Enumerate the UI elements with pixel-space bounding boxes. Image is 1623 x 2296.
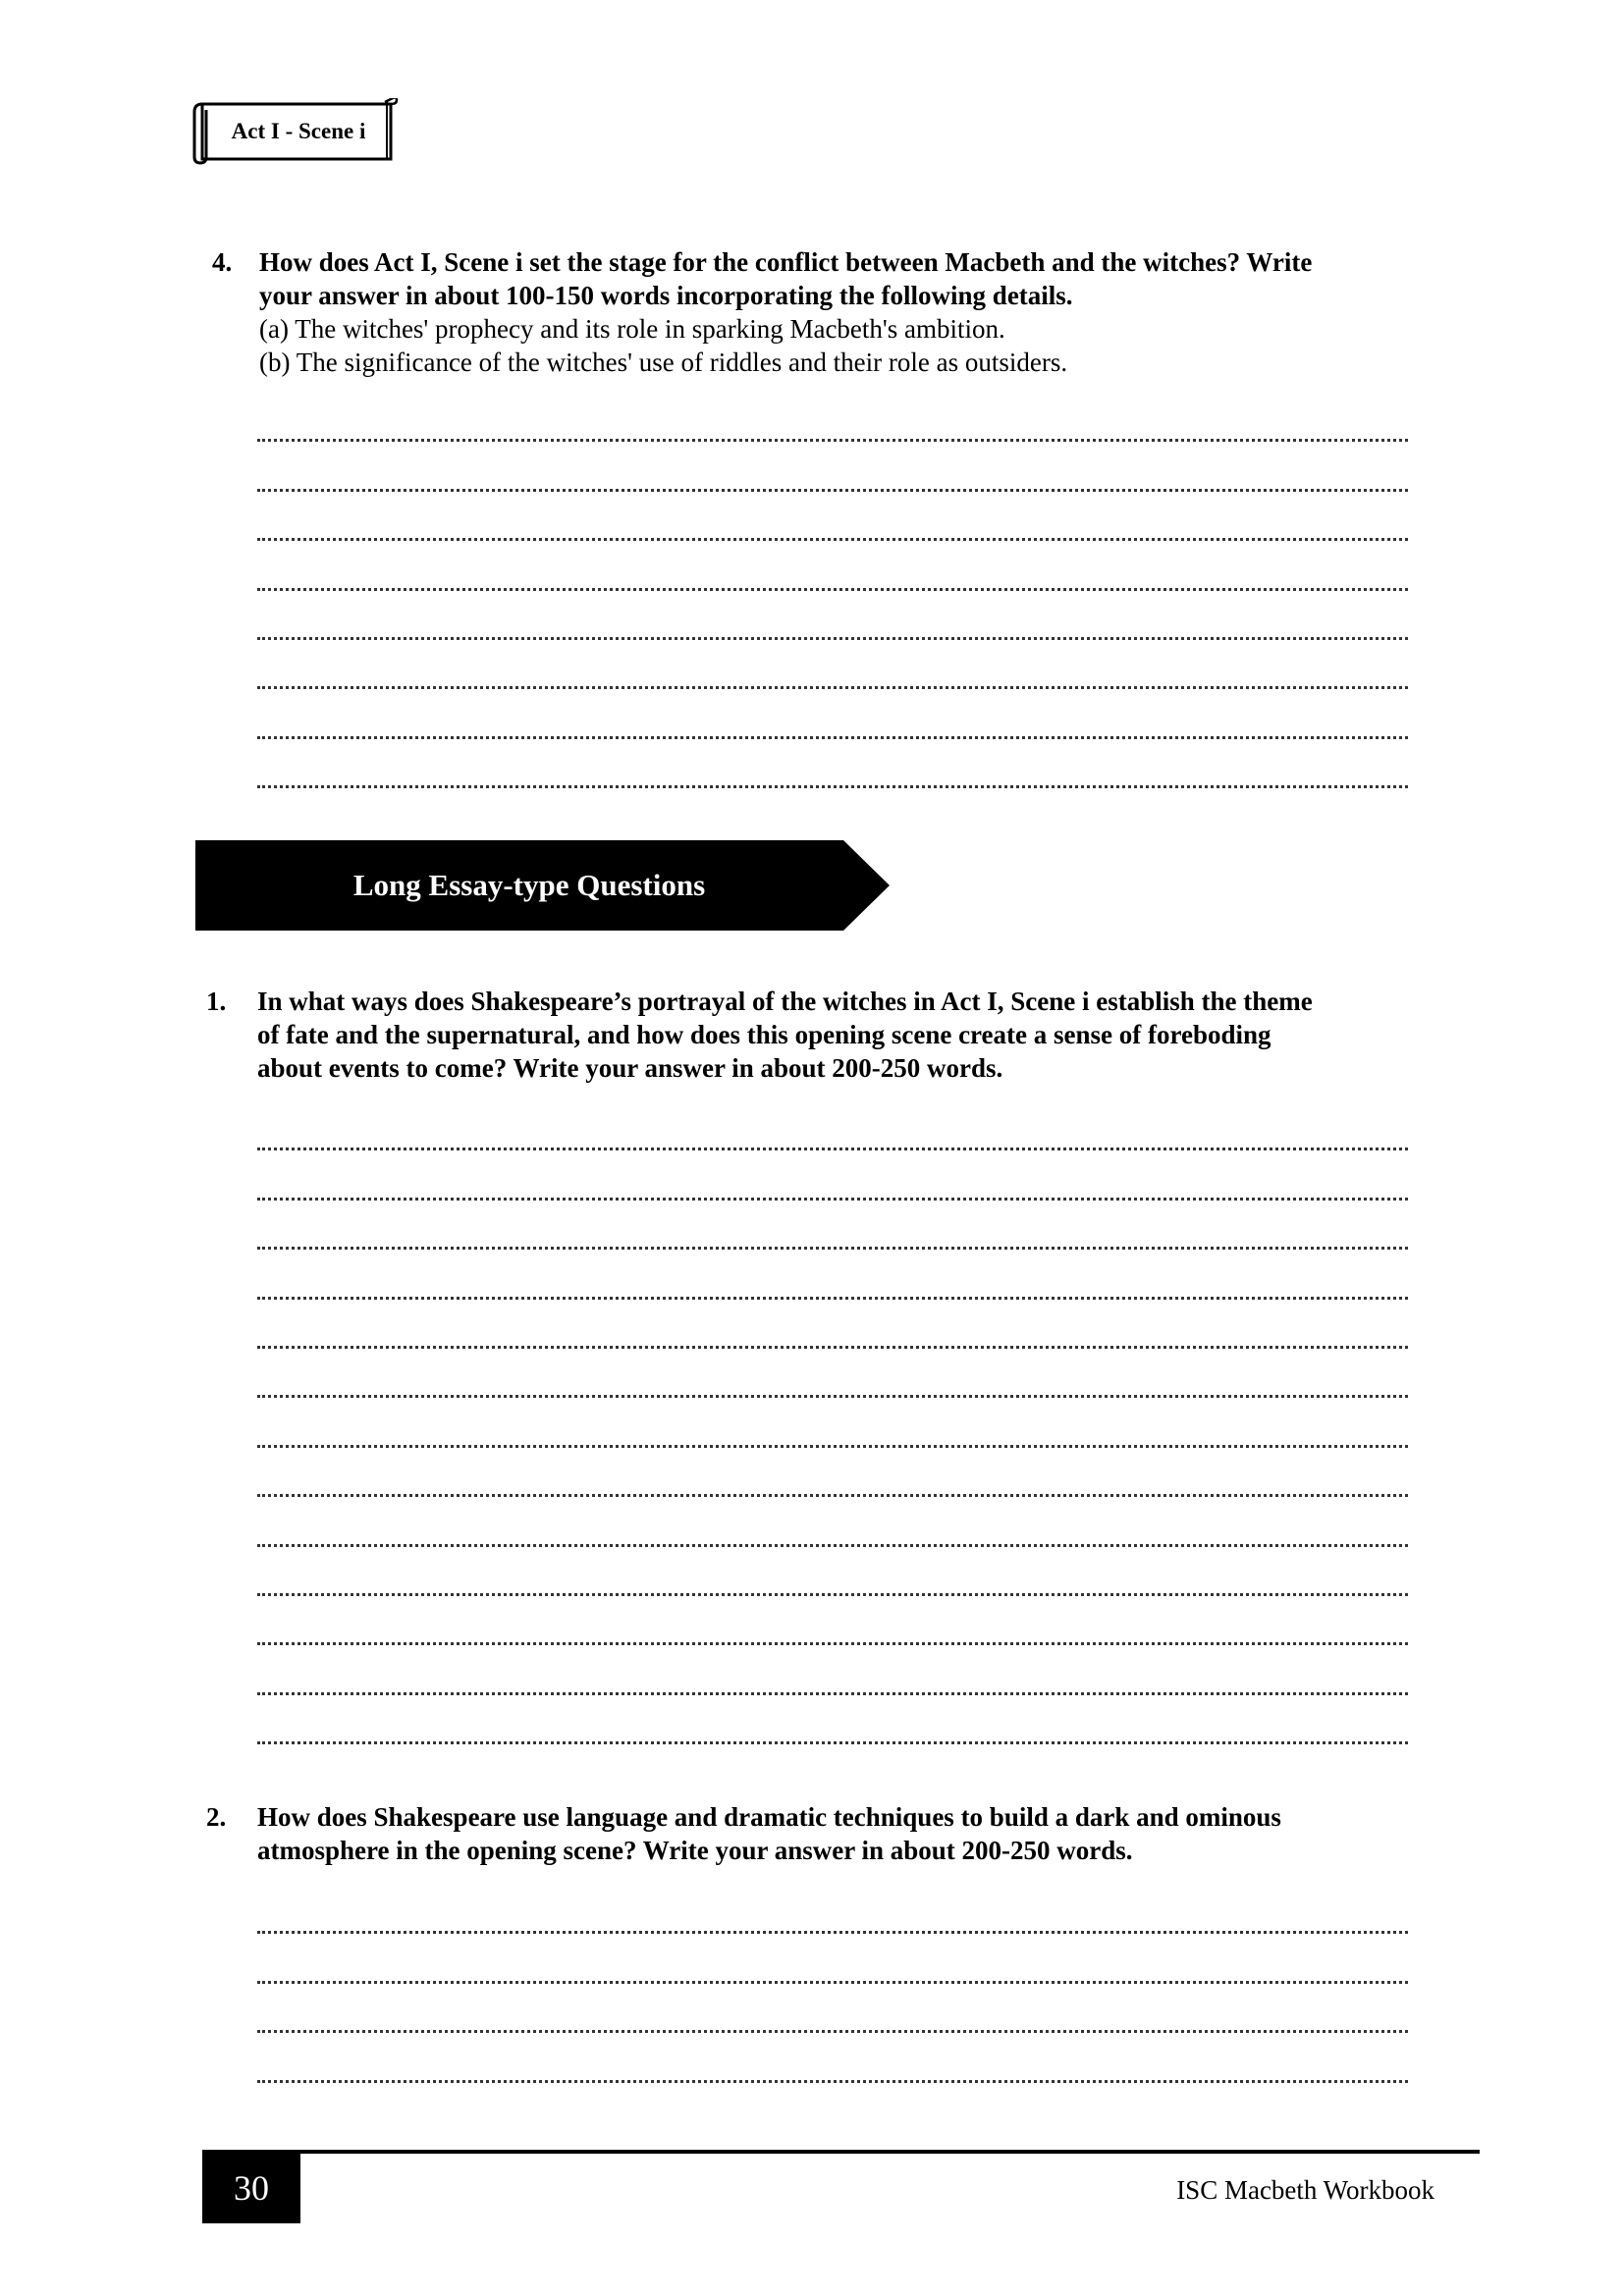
prompt-line: In what ways does Shakespeare’s portrayal of the witches in Act I, Scene i establish the theme (257, 987, 1313, 1016)
prompt-line: How does Shakespeare use language and dramatic techniques to build a dark and ominous (257, 1802, 1281, 1832)
answer-line[interactable] (257, 1208, 1408, 1257)
prompt-line: your answer in about 100-150 words incorporating the following details. (259, 281, 1073, 310)
page-number: 30 (202, 2154, 300, 2223)
answer-line[interactable] (257, 599, 1408, 648)
answer-line[interactable] (257, 1456, 1408, 1505)
prompt-line: atmosphere in the opening scene? Write your answer in about 200-250 words. (257, 1836, 1133, 1865)
answer-line[interactable] (257, 400, 1408, 450)
answer-line[interactable] (257, 697, 1408, 746)
answer-line[interactable] (257, 1257, 1408, 1307)
answer-line[interactable] (257, 1406, 1408, 1455)
section-title: Long Essay-type Questions (352, 868, 706, 902)
sub-point: (a) The witches' prophecy and its role in sparking Macbeth's ambition. (259, 314, 1005, 344)
book-title: ISC Macbeth Workbook (1176, 2175, 1434, 2205)
section-banner (195, 840, 890, 931)
question-prompt (257, 985, 1435, 1085)
answer-line[interactable] (257, 1942, 1408, 1991)
question-number: 4. (212, 247, 233, 277)
answer-area-long-q1[interactable] (257, 1109, 1408, 1752)
answer-line[interactable] (257, 1505, 1408, 1554)
answer-line[interactable] (257, 747, 1408, 796)
question-prompt (259, 245, 1437, 379)
answer-line[interactable] (257, 1893, 1408, 1942)
answer-line[interactable] (257, 648, 1408, 697)
sub-point: (b) The significance of the witches' use of riddles and their role as outsiders. (259, 347, 1068, 377)
answer-line[interactable] (257, 549, 1408, 598)
prompt-line: about events to come? Write your answer in about 200-250 words. (257, 1053, 1003, 1083)
footer-rule (202, 2150, 1480, 2154)
answer-line[interactable] (257, 2041, 1408, 2090)
answer-line[interactable] (257, 1308, 1408, 1357)
answer-line[interactable] (257, 1555, 1408, 1604)
prompt-line: How does Act I, Scene i set the stage for the conflict between Macbeth and the witches? Write (259, 247, 1313, 277)
answer-line[interactable] (257, 1109, 1408, 1158)
question-number: 1. (206, 987, 227, 1016)
answer-line[interactable] (257, 1357, 1408, 1406)
scene-tag-label: Act I - Scene i (231, 119, 366, 143)
scene-tag (192, 98, 399, 165)
answer-line[interactable] (257, 1158, 1408, 1207)
prompt-line: of fate and the supernatural, and how does this opening scene create a sense of foreboding (257, 1020, 1271, 1049)
answer-line[interactable] (257, 500, 1408, 549)
answer-line[interactable] (257, 1992, 1408, 2041)
question-number: 2. (206, 1802, 227, 1832)
answer-line[interactable] (257, 1604, 1408, 1653)
answer-line[interactable] (257, 1653, 1408, 1702)
answer-area-q4[interactable] (257, 400, 1408, 796)
answer-area-long-q2[interactable] (257, 1893, 1408, 2091)
answer-line[interactable] (257, 1703, 1408, 1752)
answer-line[interactable] (257, 450, 1408, 499)
question-prompt (257, 1800, 1435, 1867)
